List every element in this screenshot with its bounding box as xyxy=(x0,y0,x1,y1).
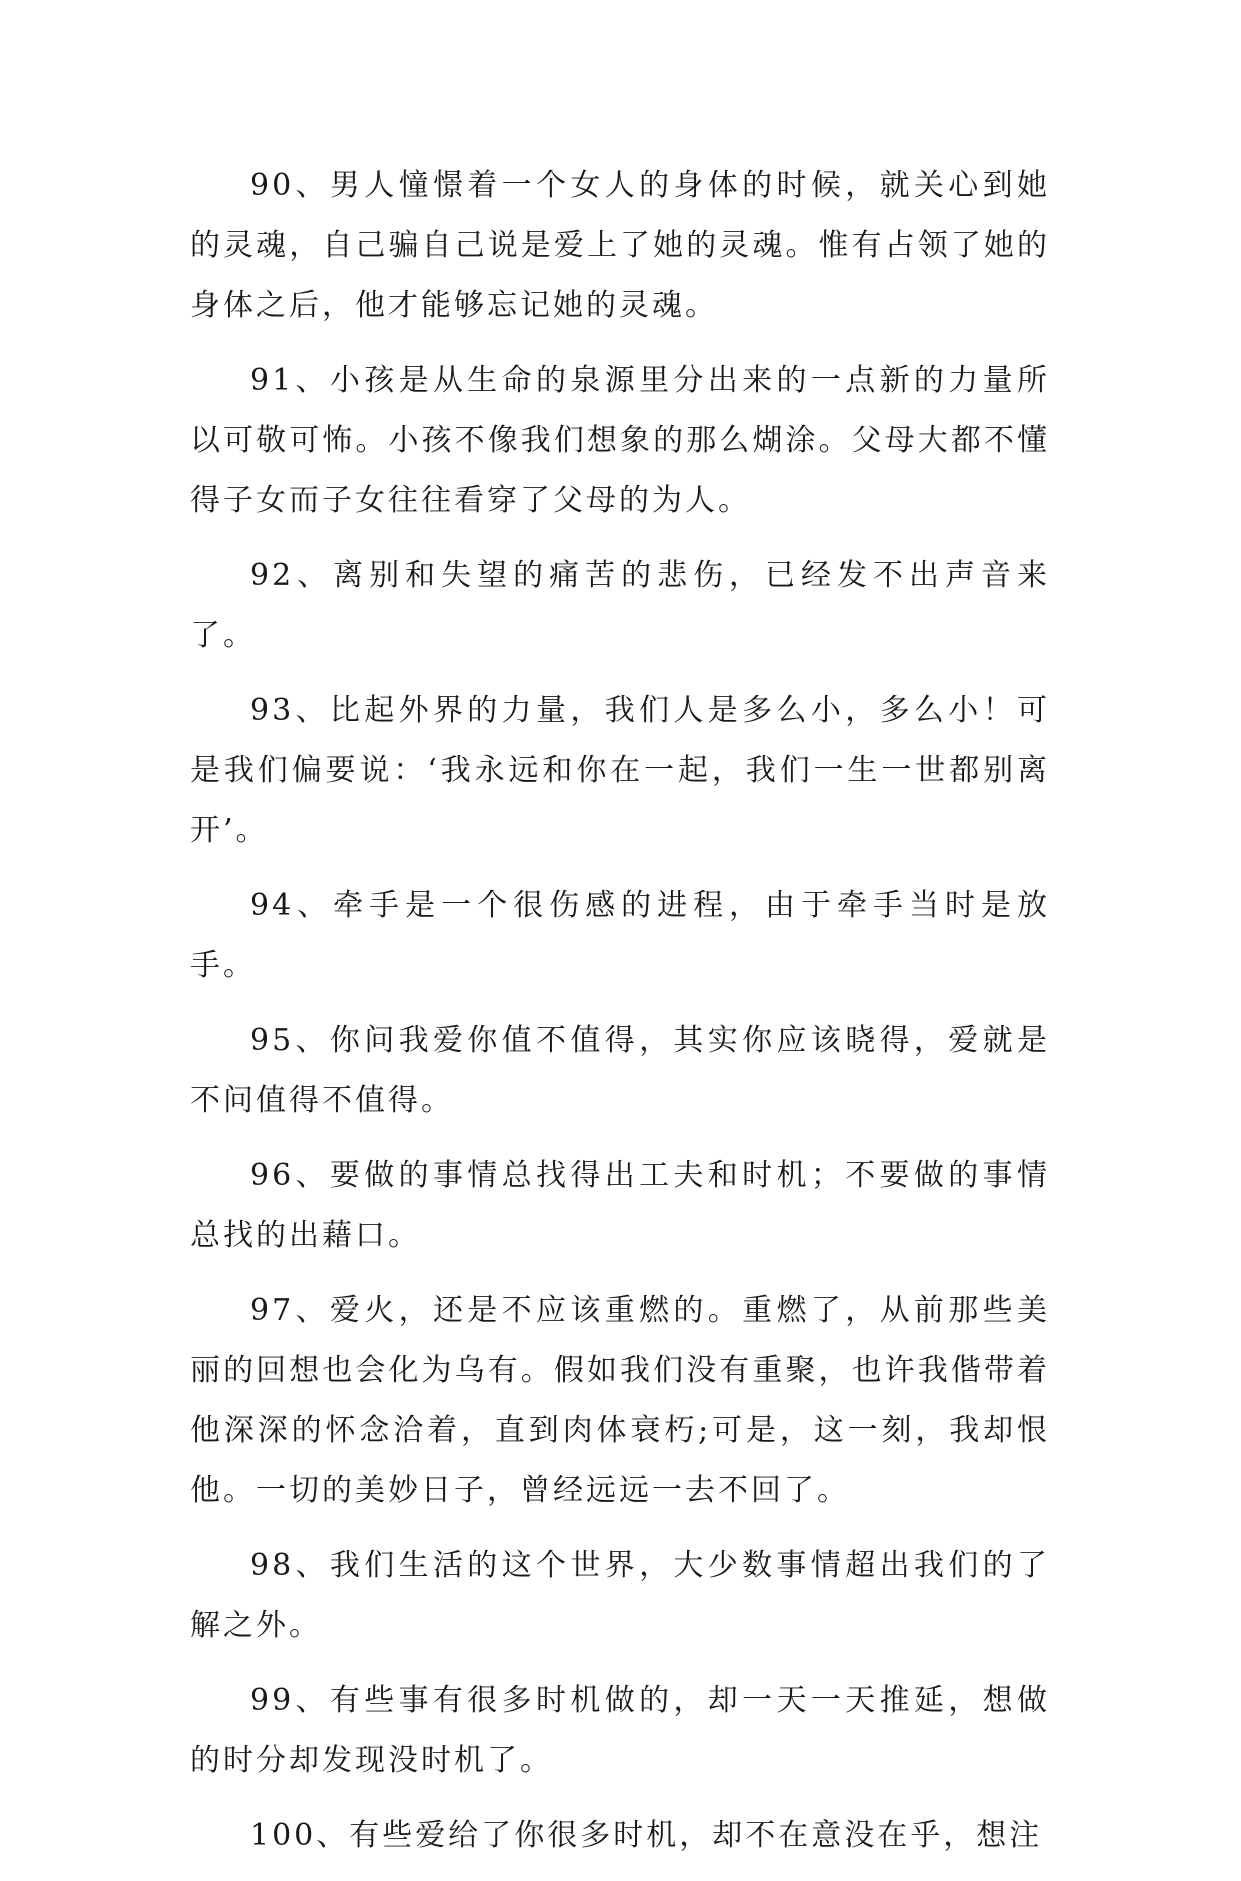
document-body xyxy=(190,156,1050,1881)
paragraph-94: 94、牵手是一个很伤感的进程，由于牵手当时是放手。 xyxy=(190,888,1050,983)
paragraph-91: 91、小孩是从生命的泉源里分出来的一点新的力量所以可敬可怖。小孩不像我们想象的那么煳涂。父母大都不懂得子女而子女往往看穿了父母的为人。 xyxy=(190,363,1050,518)
paragraph-96: 96、要做的事情总找得出工夫和时机；不要做的事情总找的出藉口。 xyxy=(190,1158,1050,1253)
paragraph-95: 95、你问我爱你值不值得，其实你应该晓得，爱就是不问值得不值得。 xyxy=(190,1023,1050,1118)
paragraph-100: 100、有些爱给了你很多时机，却不在意没在乎，想注 xyxy=(250,1818,1043,1853)
paragraph-99: 99、有些事有很多时机做的，却一天一天推延，想做的时分却发现没时机了。 xyxy=(190,1683,1050,1778)
paragraph-97: 97、爱火，还是不应该重燃的。重燃了，从前那些美丽的回想也会化为乌有。假如我们没有重聚，也许我偕带着他深深的怀念洽着，直到肉体衰朽;可是，这一刻，我却恨他。一切的美妙日子，曾经远远一去不回了。 xyxy=(190,1293,1050,1508)
paragraph-92: 92、离别和失望的痛苦的悲伤，已经发不出声音来了。 xyxy=(190,558,1050,653)
paragraph-90: 90、男人憧憬着一个女人的身体的时候，就关心到她的灵魂，自己骗自己说是爱上了她的灵魂。惟有占领了她的身体之后，他才能够忘记她的灵魂。 xyxy=(190,168,1050,323)
paragraph-93: 93、比起外界的力量，我们人是多么小，多么小！可是我们偏要说：‘我永远和你在一起，我们一生一世都别离开’。 xyxy=(190,693,1050,848)
paragraph-98: 98、我们生活的这个世界，大少数事情超出我们的了解之外。 xyxy=(190,1548,1050,1643)
